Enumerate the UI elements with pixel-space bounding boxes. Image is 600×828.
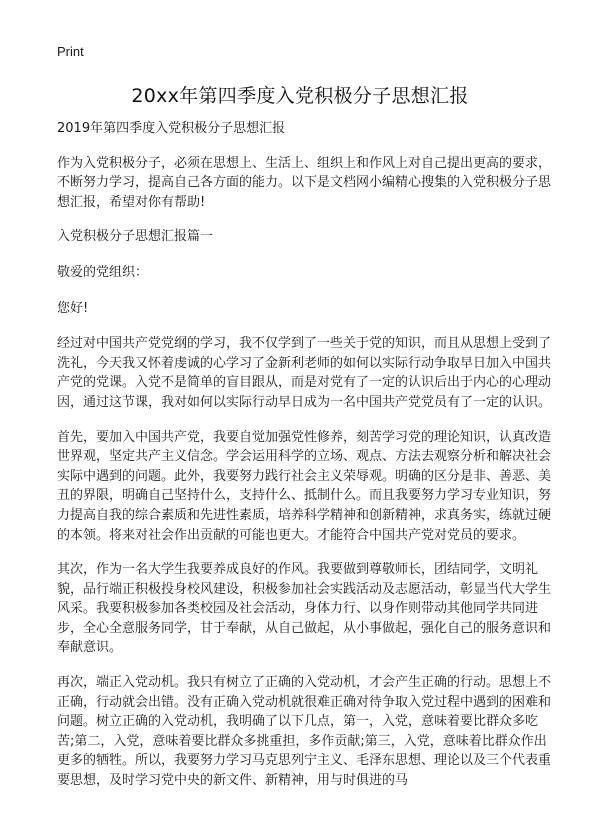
body-paragraph: 经过对中国共产党党纲的学习，我不仅学到了一些关于党的知识，而且从思想上受到了洗礼，今天我又怀着虔诚的心学习了金新利老师的如何以实际行动争取早日加入中国共产党的党课。入党不是简单的盲目跟从，而是对党有了一定的认识后出于内心的心理动因，通过这节课，我对如何以实际行动早日成为一名中国共产党党员有了一定的认识。 <box>57 336 552 410</box>
section-heading: 入党积极分子思想汇报篇一 <box>57 229 214 245</box>
document-title: 20xx年第四季度入党积极分子思想汇报 <box>131 85 469 107</box>
print-link[interactable]: Print <box>57 44 84 59</box>
body-paragraph: 其次，作为一名大学生我要养成良好的作风。我要做到尊敬师长，团结同学，文明礼貌，品行端正积极投身校风建设，积极参加社会实践活动及志愿活动，彰显当代大学生风采。我要积极参加各类校园及社会活动，身体力行、以身作则带动其他同学共同进步，全心全意服务同学，甘于奉献，从自己做起，从小事做起，强化自己的服务意识和奉献意识。 <box>57 562 552 656</box>
body-paragraph: 首先，要加入中国共产党，我要自觉加强党性修养，刻苦学习党的理论知识，认真改造世界观，坚定共产主义信念。学会运用科学的立场、观点、方法去观察分析和解决社会实际中遇到的问题。此外，我要努力践行社会主义荣辱观。明确的区分是非、善恶、美丑的界限，明确自己坚持什么，支持什么、抵制什么。而且我要努力学习专业知识，努力提高自我的综合素质和先进性素质，培养科学精神和创新精神，求真务实，练就过硬的本领。将来对社会作出贡献的可能也更大。才能符合中国共产党对党员的要求。 <box>57 429 552 543</box>
document-body <box>57 119 551 806</box>
salutation: 敬爱的党组织： <box>57 264 149 280</box>
body-paragraph: 再次，端正入党动机。我只有树立了正确的入党动机，才会产生正确的行动。思想上不正确，行动就会出错。没有正确入党动机就很难正确对待争取入党过程中遇到的困难和问题。树立正确的入党动机，我明确了以下几点，第一，入党，意味着要比群众多吃苦;第二，入党，意味着要比群众多挑重担，多作贡献;第三，入党，意味着比群众作出更多的牺牲。所以，我要努力学习马克思列宁主义、毛泽东思想、理论以及三个代表重要思想，及时学习党中央的新文件、新精神，用与时俱进的马 <box>57 675 552 789</box>
greeting: 您好! <box>57 300 89 316</box>
document-subtitle: 2019年第四季度入党积极分子思想汇报 <box>57 121 286 136</box>
intro-paragraph: 作为入党积极分子，必须在思想上、生活上、组织上和作风上对自己提出更高的要求，不断努力学习，提高自己各方面的能力。以下是文档网小编精心搜集的入党积极分子思想汇报，希望对你有帮助! <box>57 155 552 210</box>
